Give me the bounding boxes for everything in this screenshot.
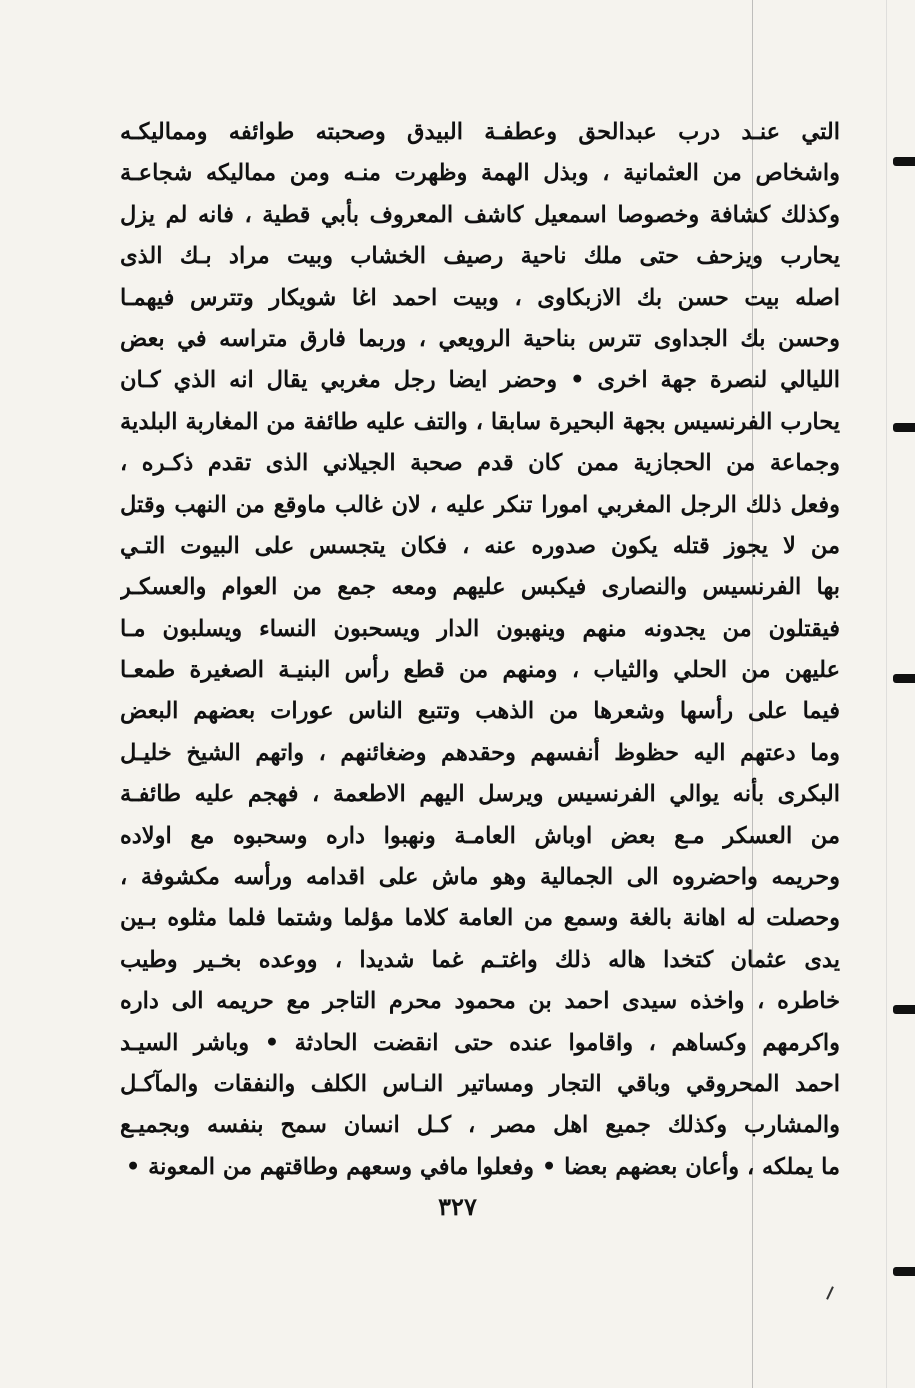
text-line: يحارب ويزحف حتى ملك ناحية رصيف الخشاب وبيت مراد بـك الذى [120,243,840,270]
text-line: وكذلك كشافة وخصوصا اسمعيل كاشف المعروف بأبي قطية ، فانه لم يزل [120,201,840,228]
text-line: بها الفرنسيس والنصارى فيكبس عليهم ومعه جمع من العوام والعسكـر [120,574,840,601]
text-line: واكرمهم وكساهم ، واقاموا عنده حتى انقضت الحادثة • وباشر السيـد [120,1029,840,1056]
text-line: وجماعة من الحجازية ممن كان قدم صحبة الجيلاني الذى تقدم ذكـره ، [120,450,840,477]
margin-tab-mark [893,157,915,166]
text-line: اصله بيت حسن بك الازبكاوى ، وبيت احمد اغا شويكار وتترس فيهمـا [120,284,840,311]
margin-tab-mark [893,674,915,683]
text-line: من لا يجوز قتله يكون صدوره عنه ، فكان يتجسس على البيوت التـي [120,532,840,559]
text-line: من العسكر مـع بعض اوباش العامـة ونهبوا داره وسحبوه مع اولاده [120,822,840,849]
text-line: وحسن بك الجداوى تترس بناحية الرويعي ، وربما فارق متراسه في بعض [120,325,840,352]
text-line: وحصلت له اهانة بالغة وسمع من العامة كلاما مؤلما وشتما فلما مثلوه بـين [120,905,840,932]
text-line: الليالي لنصرة جهة اخرى • وحضر ايضا رجل مغربي يقال انه الذي كـان [120,367,840,394]
text-line: وفعل ذلك الرجل المغربي امورا تنكر عليه ، لان غالب ماوقع من النهب وقتل [120,491,840,518]
text-line: فيقتلون من يجدونه منهم وينهبون الدار ويسحبون النساء ويسلبون مـا [120,615,840,642]
text-line: التي عنـد درب عبدالحق وعطفـة البيدق وصحبته طوائفه ومماليكـه [120,119,840,145]
text-line: عليهن من الحلي والثياب ، ومنهم من قطع رأس البنيـة الصغيرة طمعـا [120,657,840,684]
margin-tab-mark [893,423,915,432]
page-edge-line [886,0,887,1388]
stray-pen-mark [826,1286,834,1300]
text-line: يحارب الفرنسيس بجهة البحيرة سابقا ، والتف عليه طائفة من المغاربة البلدية [120,408,840,435]
body-text [120,112,840,1188]
margin-tab-mark [893,1005,915,1014]
text-line: وحريمه واحضروه الى الجمالية وهو ماش على اقدامه ورأسه مكشوفة ، [120,864,840,891]
text-line: والمشارب وكذلك جميع اهل مصر ، كـل انسان سمح بنفسه وبجميـع [120,1112,840,1139]
text-line: فيما على رأسها وشعرها من الذهب وتتبع الناس عورات بعضهم البعض [120,698,840,725]
text-line: وما دعتهم اليه حظوظ أنفسهم وحقدهم وضغائنهم ، واتهم الشيخ خليـل [120,739,840,766]
page-number: ٣٢٧ [438,1192,477,1221]
text-line: واشخاص من العثمانية ، وبذل الهمة وظهرت منـه ومن مماليكه شجاعـة [120,160,840,187]
text-line: احمد المحروقي وباقي التجار ومساتير النـاس الكلف والنفقات والمآكـل [120,1070,840,1097]
text-line: ما يملكه ، وأعان بعضهم بعضا • وفعلوا مافي وسعهم وطاقتهم من المعونة • [125,1153,840,1180]
text-line: يدى عثمان كتخدا هاله ذلك واغتـم غما شديدا ، ووعده بخـير وطيب [120,946,840,973]
text-line: خاطره ، واخذه سيدى احمد بن محمود محرم التاجر مع حريمه الى داره [120,988,840,1015]
margin-tab-mark [893,1267,915,1276]
text-line: البكرى بأنه يوالي الفرنسيس ويرسل اليهم الاطعمة ، فهجم عليه طائفـة [120,781,840,808]
